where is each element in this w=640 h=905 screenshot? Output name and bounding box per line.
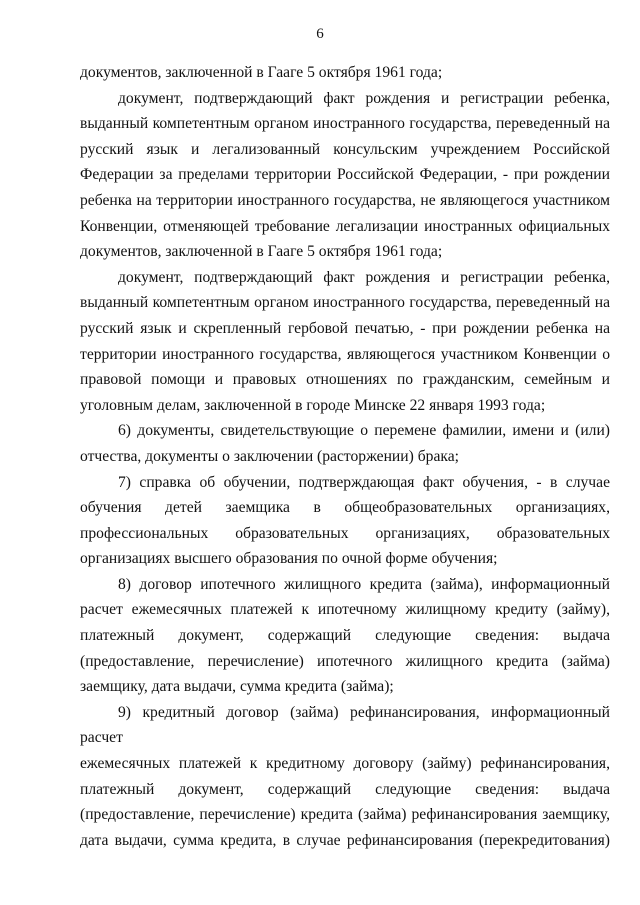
text-line: территории иностранного государства, являющегося участником Конвенции о: [80, 345, 610, 363]
text-line: документов, заключенной в Гааге 5 октября 1961 года;: [80, 243, 443, 261]
text-line: профессиональных образовательных организациях, образовательных: [80, 524, 610, 542]
text-line: расчет ежемесячных платежей к ипотечному жилищному кредиту (займу),: [80, 601, 610, 619]
text-line: выданный компетентным органом иностранного государства, переведенный на: [80, 294, 610, 312]
text-line: ребенка на территории иностранного государства, не являющегося участником: [80, 191, 610, 209]
text-line: правовой помощи и правовых отношениях по гражданским, семейным и: [80, 371, 610, 389]
text-line: документов, заключенной в Гааге 5 октября 1961 года;: [80, 64, 443, 81]
text-line: ежемесячных платежей к кредитному договору (займу) рефинансирования,: [80, 755, 610, 773]
text-line: обучения детей заемщика в общеобразовательных организациях,: [80, 499, 610, 517]
text-line: дата выдачи, сумма кредита, в случае рефинансирования (перекредитования): [80, 831, 610, 849]
text-line: 8) договор ипотечного жилищного кредита (займа), информационный: [118, 575, 610, 593]
text-line: (предоставление, перечисление) кредита (займа) рефинансирования заемщику,: [80, 806, 610, 824]
text-line: Конвенции, отменяющей требование легализации иностранных официальных: [80, 217, 610, 235]
text-line: платежный документ, содержащий следующие сведения: выдача: [80, 627, 610, 645]
text-line: 6) документы, свидетельствующие о перемене фамилии, имени и (или): [118, 422, 610, 440]
text-line: заемщику, дата выдачи, сумма кредита (займа);: [80, 678, 394, 696]
text-line: 9) кредитный договор (займа) рефинансирования, информационный расчет: [80, 703, 610, 747]
text-line: уголовным делам, заключенной в городе Минске 22 января 1993 года;: [80, 396, 546, 414]
text-line: 7) справка об обучении, подтверждающая факт обучения, - в случае: [118, 473, 610, 491]
text-line: документ, подтверждающий факт рождения и регистрации ребенка,: [118, 89, 610, 107]
text-line: платежный документ, содержащий следующие сведения: выдача: [80, 780, 610, 798]
text-line: Федерации за пределами территории Российской Федерации, - при рождении: [80, 166, 610, 184]
text-line: русский язык и легализованный консульским учреждением Российской: [80, 140, 610, 158]
text-line: отчества, документы о заключении (расторжении) брака;: [80, 447, 459, 465]
text-line: документ, подтверждающий факт рождения и регистрации ребенка,: [118, 268, 610, 286]
text-line: организациях высшего образования по очной форме обучения;: [80, 550, 498, 568]
text-line: русский язык и скрепленный гербовой печатью, - при рождении ребенка на: [80, 319, 610, 337]
text-line: (предоставление, перечисление) ипотечного жилищного кредита (займа): [80, 652, 610, 670]
text-line: выданный компетентным органом иностранного государства, переведенный на: [80, 115, 610, 133]
document-body: [80, 60, 610, 853]
page-number: 6: [316, 26, 324, 42]
